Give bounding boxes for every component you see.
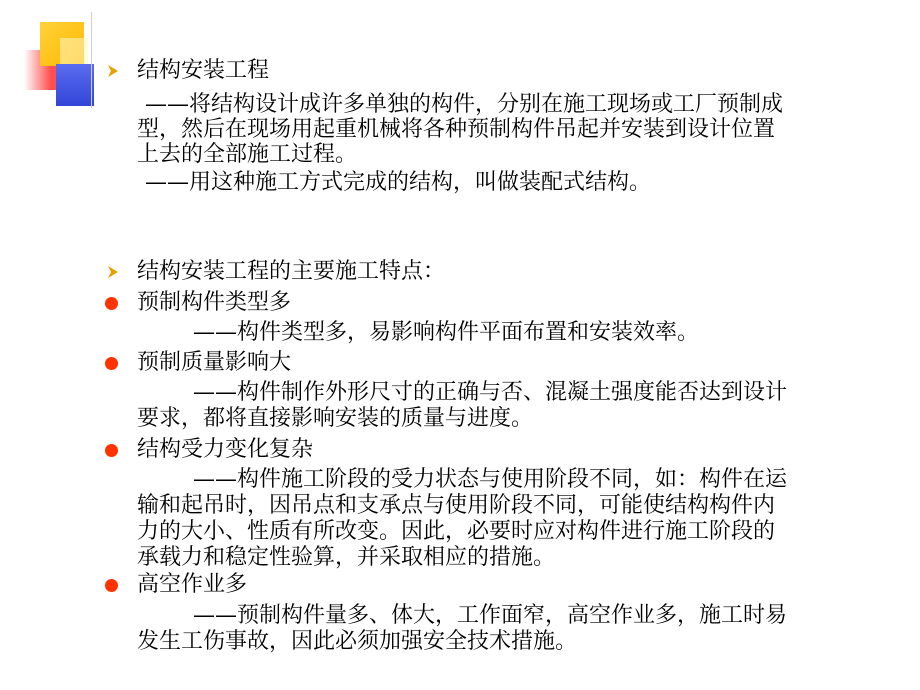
item4-line1: ——预制构件量多、体大，工作面窄，高空作业多，施工时易: [193, 603, 788, 628]
item3-title: 结构受力变化复杂: [137, 437, 314, 462]
dot-bullet-icon: [105, 444, 118, 457]
item3-line1: ——构件施工阶段的受力状态与使用阶段不同，如：构件在运: [193, 467, 788, 492]
arrow-bullet-icon: [106, 265, 120, 279]
item4-line2: 发生工伤事故，因此必须加强安全技术措施。: [137, 629, 578, 654]
section1-para1-line3: 上去的全部施工过程。: [137, 142, 358, 167]
item3-line3: 力的大小、性质有所改变。因此，必要时应对构件进行施工阶段的: [137, 519, 776, 544]
dot-bullet-icon: [105, 579, 118, 592]
section1-para2: ——用这种施工方式完成的结构，叫做装配式结构。: [145, 170, 652, 195]
dot-bullet-icon: [105, 357, 118, 370]
item2-title: 预制质量影响大: [137, 350, 292, 375]
section2-heading: 结构安装工程的主要施工特点：: [137, 259, 446, 284]
section1-para1-line1: ——将结构设计成许多单独的构件，分别在施工现场或工厂预制成: [145, 92, 784, 117]
item1-line1: ——构件类型多，易影响构件平面布置和安装效率。: [193, 320, 700, 345]
logo-blue-square: [56, 64, 94, 106]
dot-bullet-icon: [105, 297, 118, 310]
section1-para1-line2: 型，然后在现场用起重机械将各种预制构件吊起并安装到设计位置: [137, 117, 776, 142]
item2-line2: 要求，都将直接影响安装的质量与进度。: [137, 406, 534, 431]
item4-title: 高空作业多: [137, 572, 248, 597]
item3-line4: 承载力和稳定性验算，并采取相应的措施。: [137, 545, 556, 570]
item2-line1: ——构件制作外形尺寸的正确与否、混凝土强度能否达到设计: [193, 380, 788, 405]
decorative-logo: [0, 0, 110, 110]
logo-divider: [91, 12, 92, 108]
item3-line2: 输和起吊时，因吊点和支承点与使用阶段不同，可能使结构构件内: [137, 493, 776, 518]
logo-highlight: [60, 38, 88, 66]
item1-title: 预制构件类型多: [137, 290, 292, 315]
section1-heading: 结构安装工程: [137, 58, 270, 83]
arrow-bullet-icon: [106, 64, 120, 78]
